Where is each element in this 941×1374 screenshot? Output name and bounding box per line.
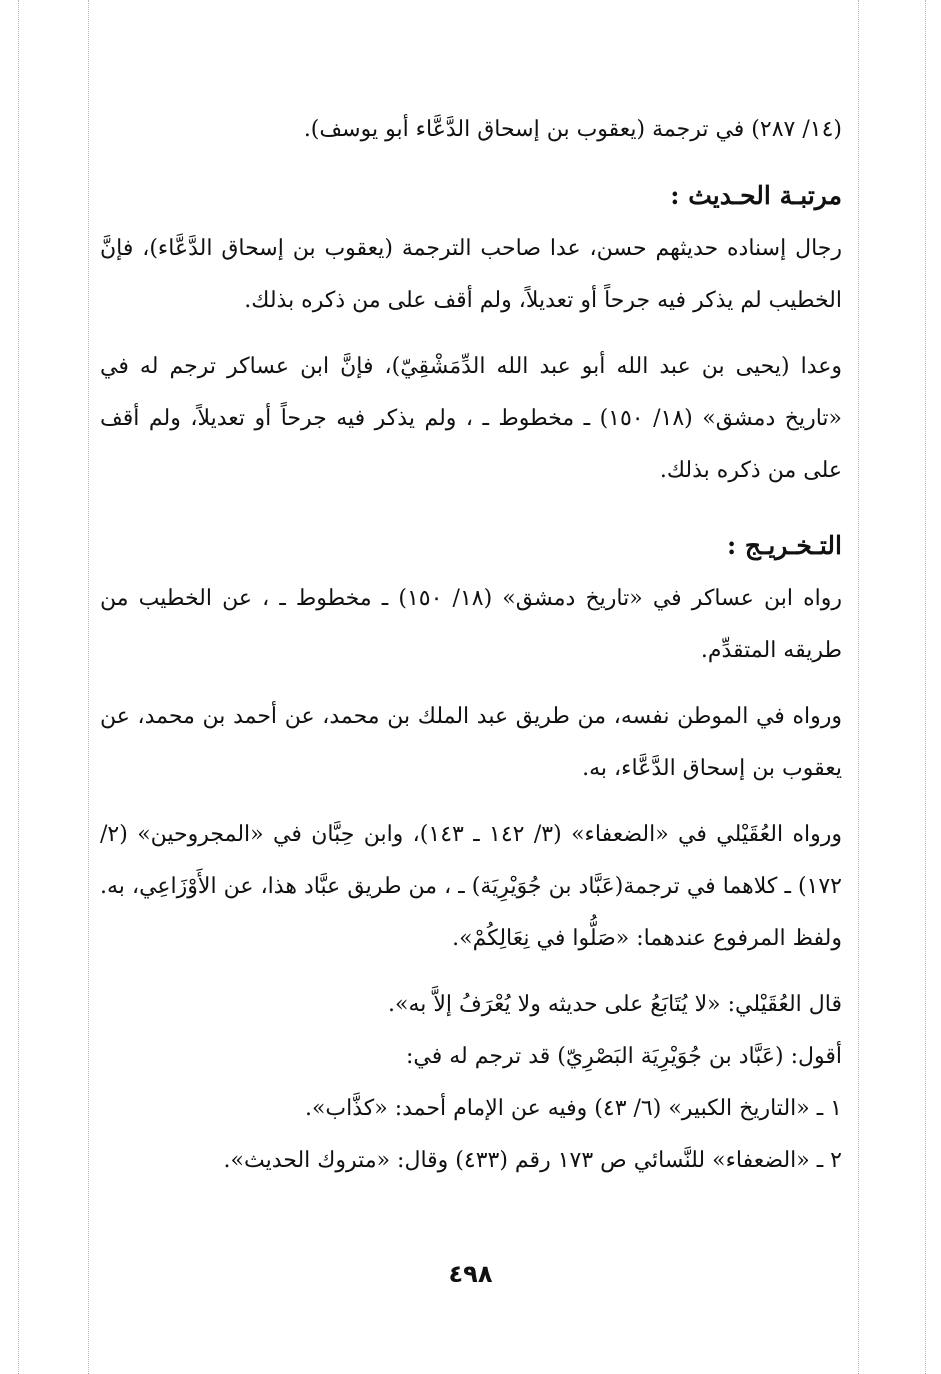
aqul-line: أقول: (عَبَّاد بن جُوَيْرِيَة البَصْرِيّ) قد ترجم له في: [405,1044,842,1069]
takhrij-paragraph-3: ورواه العُقَيْلي في «الضعفاء» (٣/ ١٤٢ ـ ١٤٣)، وابن حِبَّان في «المجروحين» (٢/ ١٧٢) ـ كلاهما في ترجمة(عَبَّاد بن جُوَيْرِيَة) ـ ، من طريق عبَّاد هذا، عن الأَوْزَاعِي، به. ولفظ المرفوع عندهما: «صَلُّوا في نِعَالِكُمْ». [100,822,842,951]
takhrij-paragraph-2: ورواه في الموطن نفسه، من طريق عبد الملك بن محمد، عن أحمد بن محمد، عن يعقوب بن إسحاق الدَّعَّاء، به. [100,704,842,781]
list-item-1: ١ ـ «التاريخ الكبير» (٦/ ٤٣) وفيه عن الإمام أحمد: «كذَّاب». [304,1096,842,1121]
page-number: ٤٩٨ [448,1260,493,1288]
uqayli-quote: قال العُقَيْلي: «لا يُتَابَعُ على حديثه ولا يُعْرَفُ إلاَّ به». [387,992,842,1017]
rank-paragraph-2: وعدا (يحيى بن عبد الله أبو عبد الله الدِّمَشْقِيّ)، فإنَّ ابن عساكر ترجم له في «تاريخ دمشق» (١٨/ ١٥٠) ـ مخطوط ـ ، ولم يذكر فيه جرحاً أو تعديلاً، ولم أقف على من ذكره بذلك. [100,354,842,483]
page-body [100,105,842,1187]
takhrij-heading: التـخـريـج : [726,531,842,560]
list-item-2: ٢ ـ «الضعفاء» للنَّسائي ص ١٧٣ رقم (٤٣٣) وقال: «متروك الحديث». [223,1148,842,1173]
intro-line: (١٤/ ٢٨٧) في ترجمة (يعقوب بن إسحاق الدَّعَّاء أبو يوسف). [303,117,842,142]
takhrij-paragraph-1: رواه ابن عساكر في «تاريخ دمشق» (١٨/ ١٥٠) ـ مخطوط ـ ، عن الخطيب من طريقه المتقدِّم. [100,586,842,663]
margin-guide-left-inner [88,0,89,1374]
rank-paragraph-1: رجال إسناده حديثهم حسن، عدا صاحب الترجمة (يعقوب بن إسحاق الدَّعَّاء)، فإنَّ الخطيب لم يذكر فيه جرحاً أو تعديلاً، ولم أقف على من ذكره بذلك. [100,236,842,313]
margin-guide-right [925,0,926,1374]
rank-heading: مرتبـة الحـديث : [670,181,842,210]
margin-guide-left [18,0,19,1374]
margin-guide-right-inner [858,0,859,1374]
